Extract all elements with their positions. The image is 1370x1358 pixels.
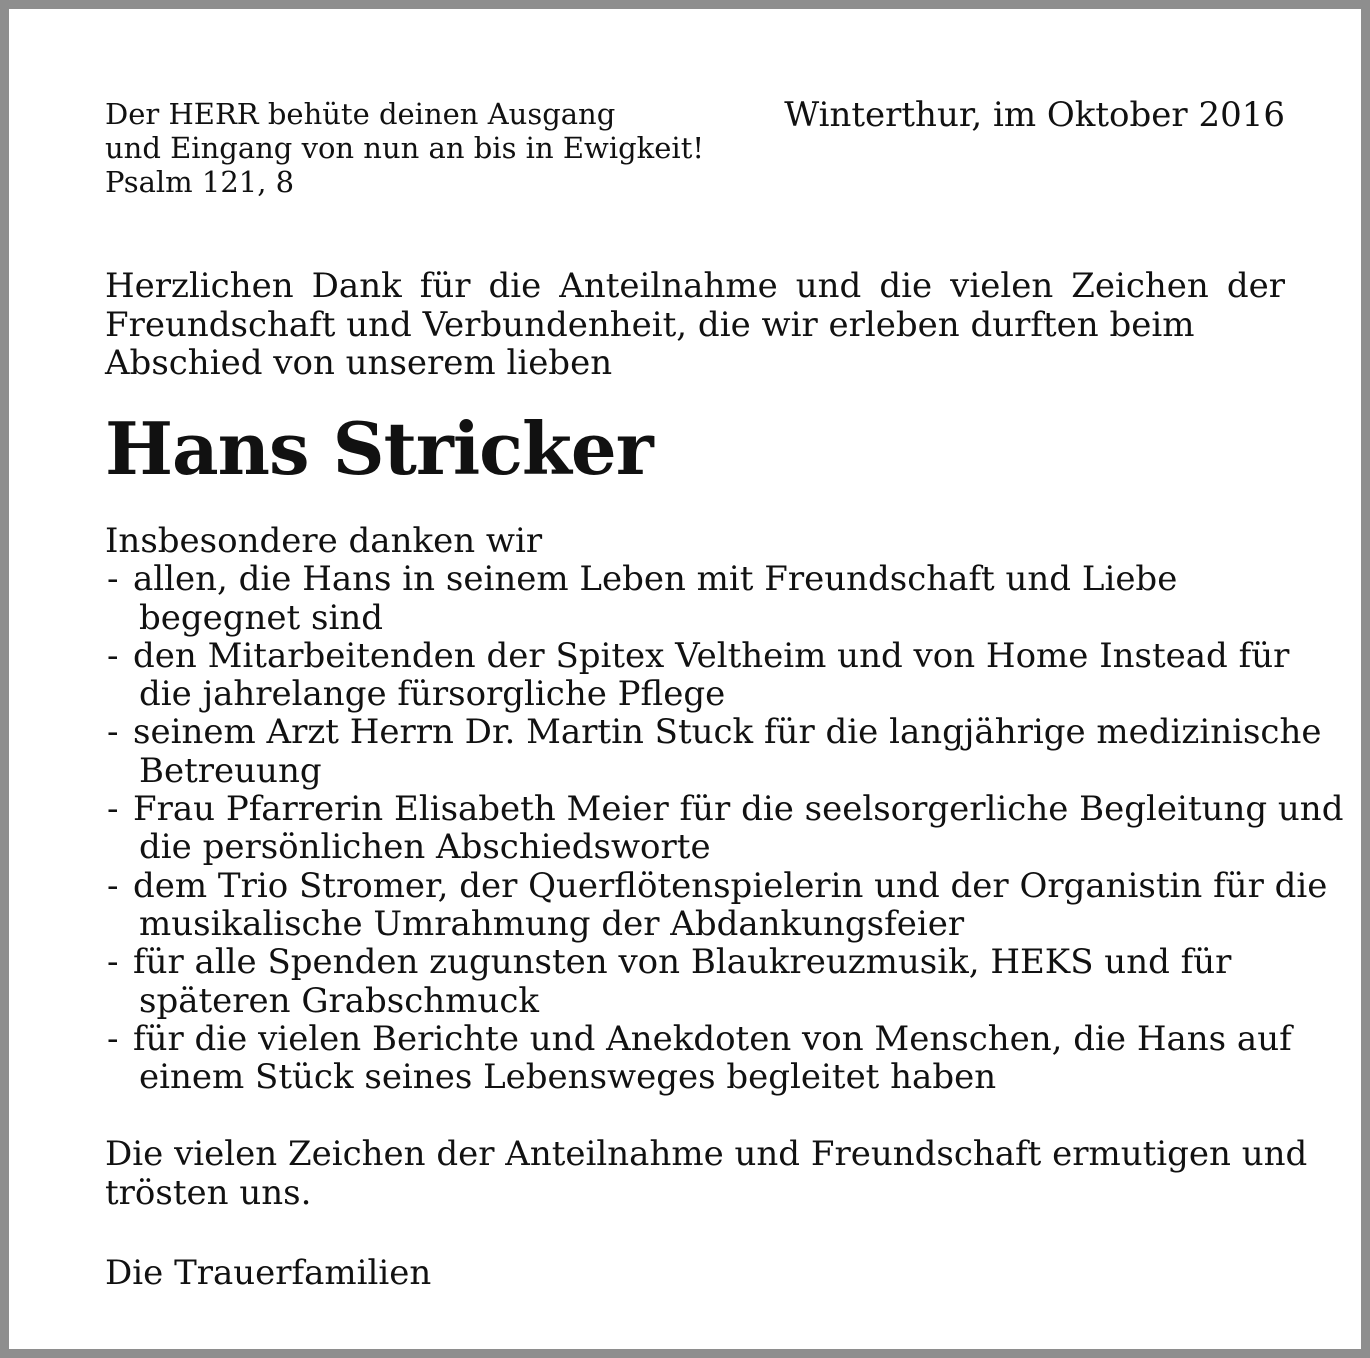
thanks-item (105, 560, 1343, 637)
list-dash: - (107, 1018, 119, 1059)
intro-line-1: Herzlichen Dank für die Anteilnahme und die vielen Zeichen der (105, 266, 1285, 306)
thanks-item (105, 1020, 1343, 1097)
thanks-item (105, 867, 1343, 944)
thanks-item-line-1: für die vielen Berichte und Anekdoten von Menschen, die Hans auf (133, 1018, 1292, 1059)
thanks-item-line-2: begegnet sind (139, 597, 384, 638)
closing-paragraph (105, 1135, 1307, 1212)
intro-line-3: Abschied von unserem lieben (105, 343, 613, 383)
thanks-item (105, 637, 1343, 714)
thanks-list (105, 522, 1343, 1096)
intro-line-2: Freundschaft und Verbundenheit, die wir erleben durften beim (105, 304, 1195, 345)
list-dash: - (107, 635, 119, 676)
thanks-item-line-2: späteren Grabschmuck (139, 980, 539, 1021)
deceased-name: Hans Stricker (105, 406, 653, 491)
thanks-heading: Insbesondere danken wir (105, 521, 543, 561)
verse-line-1: Der HERR behüte deinen Ausgang (105, 97, 616, 131)
thanks-item-line-2: die jahrelange fürsorgliche Pflege (139, 674, 726, 715)
thanks-item (105, 790, 1343, 867)
verse-reference: Psalm 121, 8 (105, 165, 295, 199)
thanks-item (105, 713, 1343, 790)
verse-line-2: und Eingang von nun an bis in Ewigkeit! (105, 131, 705, 165)
list-dash: - (107, 712, 119, 753)
closing-line-2: trösten uns. (105, 1172, 312, 1213)
thanks-item-line-1: dem Trio Stromer, der Querflötenspielerin und der Organistin für die (133, 865, 1328, 906)
thanks-item-line-1: den Mitarbeitenden der Spitex Veltheim und von Home Instead für (133, 635, 1290, 676)
thanks-item-line-1: Frau Pfarrerin Elisabeth Meier für die seelsorgerliche Begleitung und (133, 789, 1344, 830)
thanks-item-line-1: allen, die Hans in seinem Leben mit Freundschaft und Liebe (133, 559, 1178, 600)
thanks-item-line-1: für alle Spenden zugunsten von Blaukreuzmusik, HEKS und für (133, 942, 1232, 983)
bible-verse (105, 97, 704, 199)
thanks-item-line-2: musikalische Umrahmung der Abdankungsfeier (139, 903, 965, 944)
thanks-item-line-2: Betreuung (139, 750, 322, 791)
thanks-item-line-1: seinem Arzt Herrn Dr. Martin Stuck für die langjährige medizinische (133, 712, 1322, 753)
thanks-item (105, 943, 1343, 1020)
signature: Die Trauerfamilien (105, 1253, 432, 1293)
list-dash: - (107, 789, 119, 830)
intro-paragraph (105, 267, 1285, 383)
thanks-item-line-2: die persönlichen Abschiedsworte (139, 827, 711, 868)
list-dash: - (107, 559, 119, 600)
closing-line-1: Die vielen Zeichen der Anteilnahme und Freundschaft ermutigen und (105, 1134, 1308, 1174)
list-dash: - (107, 942, 119, 983)
place-date: Winterthur, im Oktober 2016 (784, 95, 1285, 135)
list-dash: - (107, 865, 119, 906)
thanks-item-line-2: einem Stück seines Lebensweges begleitet haben (139, 1057, 997, 1098)
